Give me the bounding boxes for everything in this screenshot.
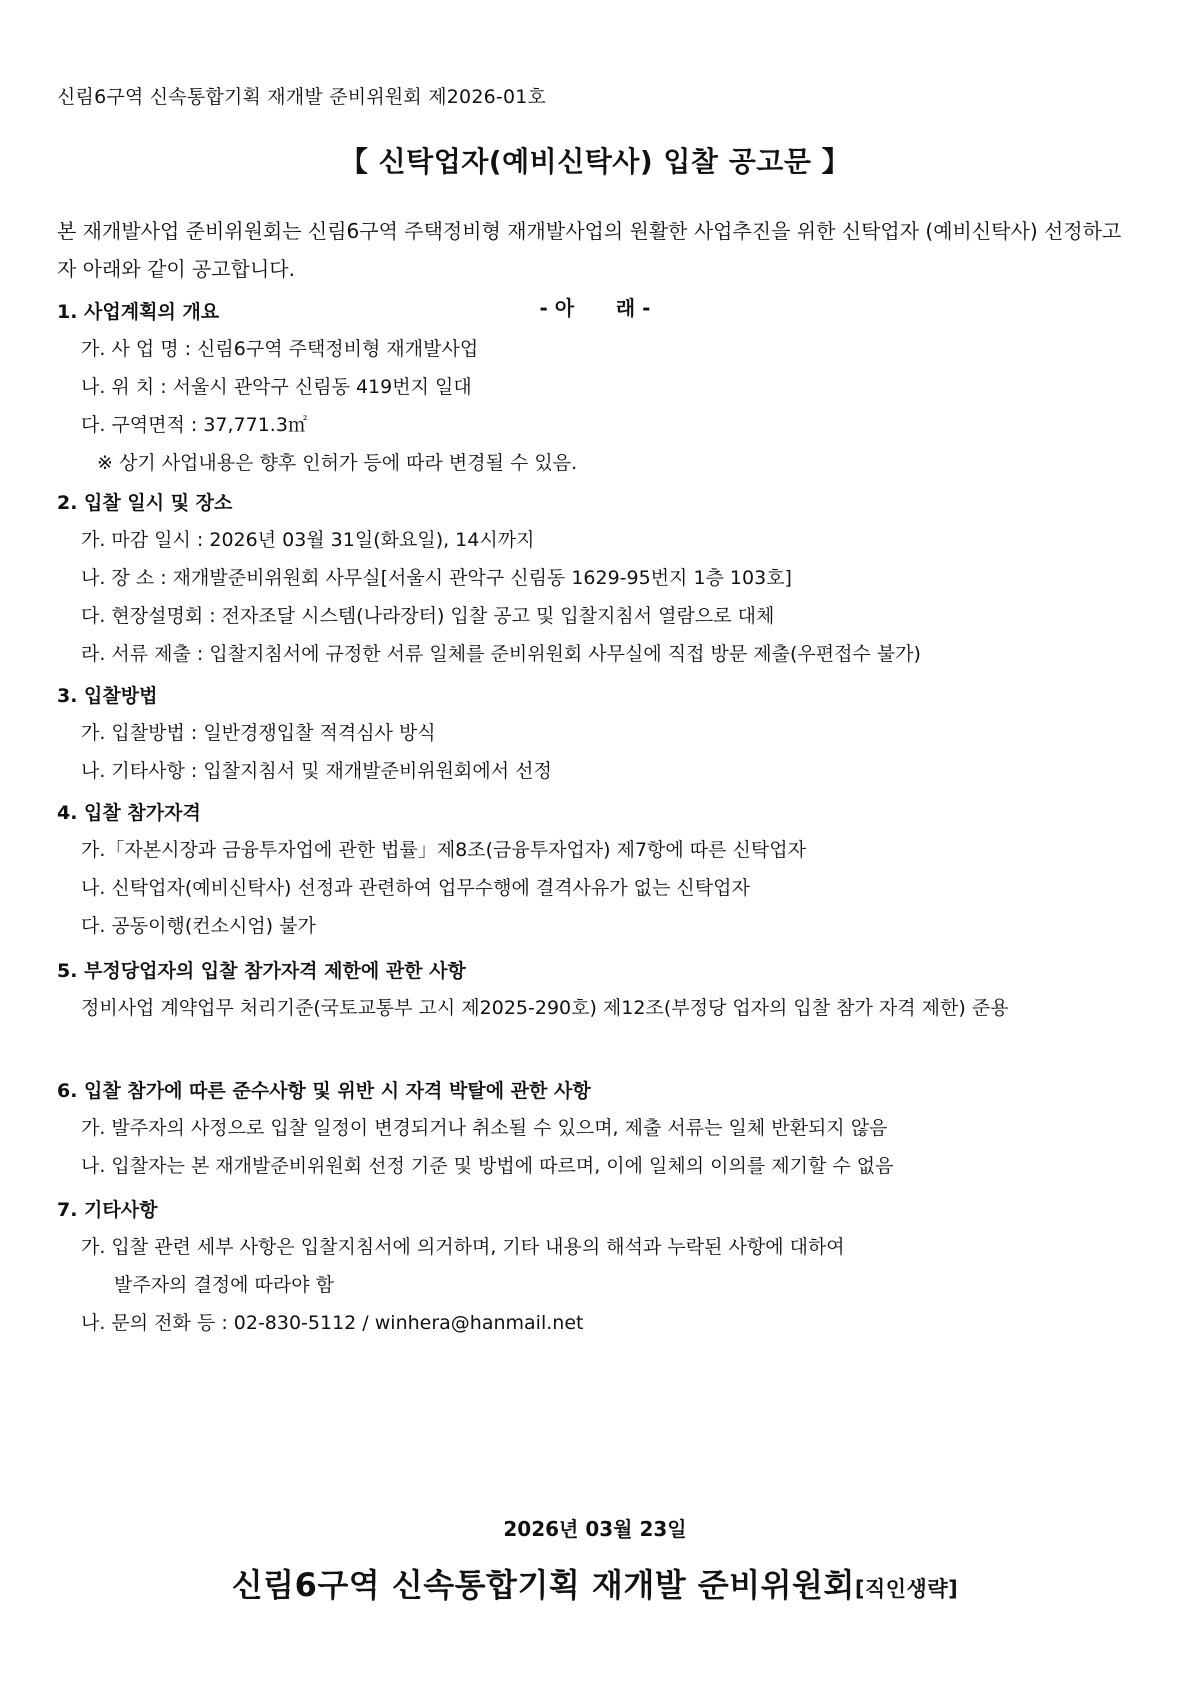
intro-paragraph: 본 재개발사업 준비위원회는 신림6구역 주택정비형 재개발사업의 원활한 사업추진을 위한 신탁업자 (예비신탁사) 선정하고자 아래와 같이 공고합니다. — [57, 219, 1122, 281]
document-number: 신림6구역 신속통합기획 재개발 준비위원회 제2026-01호 — [57, 86, 547, 108]
list-item: 나. 장 소 : 재개발준비위원회 사무실[서울시 관악구 신림동 1629-95번지 1층 103호] — [81, 567, 792, 589]
section-bid-schedule — [57, 485, 1147, 673]
seal-note: [직인생략] — [854, 1577, 959, 1601]
list-item: 다. 현장설명회 : 전자조달 시스템(나라장터) 입찰 공고 및 입찰지침서 열람으로 대체 — [81, 605, 775, 627]
section-heading: 6. 입찰 참가에 따른 준수사항 및 위반 시 자격 박탈에 관한 사항 — [57, 1080, 591, 1102]
list-item: 다. 구역면적 : 37,771.3㎡ — [81, 414, 307, 436]
section-heading: 4. 입찰 참가자격 — [57, 802, 201, 824]
contact-item: 나. 문의 전화 등 : 02-830-5112 / winhera@hanmail.net — [81, 1312, 584, 1334]
list-item-line: 가. 입찰 관련 세부 사항은 입찰지침서에 의거하며, 기타 내용의 해석과 누락된 사항에 대하여 — [81, 1236, 845, 1258]
list-item: 나. 신탁업자(예비신탁사) 선정과 관련하여 업무수행에 결격사유가 없는 신탁업자 — [81, 877, 750, 899]
section-disqualification — [57, 953, 1147, 1027]
section-project-overview — [57, 294, 1147, 482]
section-other — [57, 1192, 1147, 1342]
section-heading: 5. 부정당업자의 입찰 참가자격 제한에 관한 사항 — [57, 960, 466, 982]
list-item: 나. 기타사항 : 입찰지침서 및 재개발준비위원회에서 선정 — [81, 760, 552, 782]
list-item: 다. 공동이행(컨소시엄) 불가 — [81, 915, 316, 937]
list-item: 가. 사 업 명 : 신림6구역 주택정비형 재개발사업 — [81, 338, 479, 360]
list-item-continuation: 발주자의 결정에 따라야 함 — [114, 1274, 335, 1296]
section-paragraph: 정비사업 계약업무 처리기준(국토교통부 고시 제2025-290호) 제12조(부정당 업자의 입찰 참가 자격 제한) 준용 — [81, 997, 1009, 1019]
list-item: 라. 서류 제출 : 입찰지침서에 규정한 서류 일체를 준비위원회 사무실에 직접 방문 제출(우편접수 불가) — [81, 643, 921, 665]
organization-name: 신림6구역 신속통합기획 재개발 준비위원회 — [231, 1566, 855, 1604]
list-item: 가. 마감 일시 : 2026년 03월 31일(화요일), 14시까지 — [81, 529, 535, 551]
list-item: 가.「자본시장과 금융투자업에 관한 법률」제8조(금융투자업자) 제7항에 따른 신탁업자 — [81, 839, 806, 861]
section-heading: 7. 기타사항 — [57, 1199, 158, 1221]
page-title: 【 신탁업자(예비신탁사) 입찰 공고문 】 — [339, 145, 851, 178]
list-item: 가. 입찰방법 : 일반경쟁입찰 적격심사 방식 — [81, 722, 436, 744]
note-text: ※ 상기 사업내용은 향후 인허가 등에 따라 변경될 수 있음. — [97, 452, 578, 474]
section-bid-method — [57, 678, 1147, 790]
list-item — [57, 1228, 1147, 1304]
ah-rae-divider: - 아 래 - — [539, 296, 651, 320]
section-heading: 1. 사업계획의 개요 — [57, 301, 220, 323]
announcement-date: 2026년 03월 23일 — [503, 1517, 687, 1541]
section-compliance — [57, 1073, 1147, 1185]
list-item: 나. 입찰자는 본 재개발준비위원회 선정 기준 및 방법에 따르며, 이에 일체의 이의를 제기할 수 없음 — [81, 1155, 894, 1177]
organization-signature — [0, 1560, 1190, 1606]
section-bid-eligibility — [57, 795, 1147, 945]
list-item: 나. 위 치 : 서울시 관악구 신림동 419번지 일대 — [81, 376, 472, 398]
section-heading: 2. 입찰 일시 및 장소 — [57, 492, 233, 514]
list-item: 가. 발주자의 사정으로 입찰 일정이 변경되거나 취소될 수 있으며, 제출 서류는 일체 반환되지 않음 — [81, 1117, 888, 1139]
section-heading: 3. 입찰방법 — [57, 685, 158, 707]
